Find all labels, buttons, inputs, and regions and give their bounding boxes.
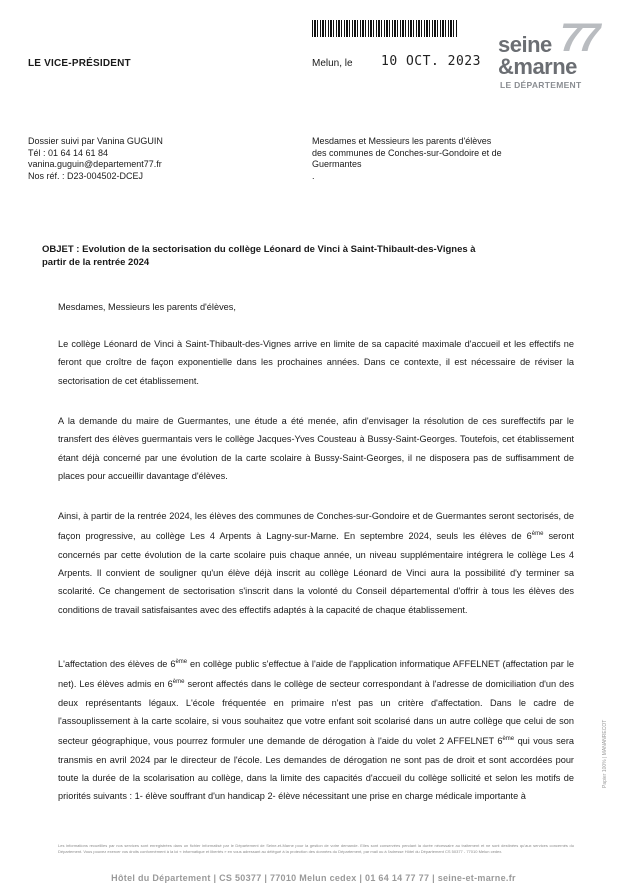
- paragraph-3-text: seront concernés par cette évolution de la carte scolaire puis chaque année, un niveau supplémentaire intégrera le collège Les 4 Arpents. Il convient de souligner qu'un élève déjà inscrit au collège Léonard de Vinci aura la possibilité d'y terminer sa scolarité. Ce changement de sectorisation s'inscrit dans la volonté du Conseil départemental d'offrir à tous les élèves des conditions de travail satisfaisantes avec des effectifs adaptés à la capacité de chaque établissement.: [58, 531, 575, 615]
- paragraph-4: [58, 653, 574, 806]
- superscript-eme: ème: [172, 679, 185, 686]
- recipient-line: des communes de Conches-sur-Gondoire et de: [312, 147, 502, 158]
- paragraph-1: Le collège Léonard de Vinci à Saint-Thibault-des-Vignes arrive en limite de sa capacité maximale d'accueil et les effectifs ne feront que croître de façon exponentielle dans les prochaines années. Dans ce contexte, il est nécessaire de réviser la sectorisation de cet établissement.: [58, 339, 574, 386]
- paper-note: Papier 100% | MANANRECOT: [602, 719, 608, 788]
- salutation: Mesdames, Messieurs les parents d'élèves,: [58, 302, 236, 312]
- paragraph-3-text: Ainsi, à partir de la rentrée 2024, les élèves des communes de Conches-sur-Gondoire et de Guermantes seront sectorisés, de façon progressive, au collège Les 4 Arpents à Lagny-sur-Marne. En septembre 2024, seuls les élèves de 6: [58, 511, 574, 542]
- subject-line-2: partir de la rentrée 2024: [42, 256, 150, 268]
- superscript-eme: ème: [502, 736, 515, 743]
- logo-number: 77: [560, 16, 597, 60]
- paragraph-3: [58, 507, 574, 619]
- barcode: [312, 20, 458, 37]
- superscript-eme: ème: [531, 531, 544, 538]
- sender-title: LE VICE-PRÉSIDENT: [28, 58, 131, 69]
- paragraph-4-text: qui vous sera transmis en avril 2024 par le directeur de l'école. Les demandes de dérogation ne sont pas de droit et sont accordées pour toute la durée de la scolarisation au collège, dans la limite des capacités d'accueil du collège sollicité et selon les motifs de priorités suivants : 1- élève souffrant d'un handicap 2- élève nécessitant une prise en charge médicale importante à: [58, 736, 574, 802]
- subject-line: [42, 244, 582, 269]
- date-stamp: 10 OCT. 2023: [381, 54, 481, 69]
- contact-block: [28, 136, 163, 182]
- logo-line2: &marne: [498, 54, 577, 79]
- recipient-line: Guermantes: [312, 159, 362, 169]
- paragraph-2: A la demande du maire de Guermantes, une étude a été menée, afin d'envisager la résolution de ces sureffectifs par le transfert des élèves guermantais vers le collège Jacques-Yves Cousteau à Bussy-Saint-Georges. Toutefois, cet établissement étant déjà concerné par une évolution de la carte scolaire à Bussy-Saint-Georges, il ne disposera pas de suffisamment de places pour accueillir davantage d'élèves.: [58, 416, 574, 481]
- footer-address: Hôtel du Département | CS 50377 | 77010 Melun cedex | 01 64 14 77 77 | seine-et-marne.fr: [111, 873, 516, 883]
- recipient-line: .: [312, 170, 315, 181]
- contact-email: vanina.guguin@departement77.fr: [28, 159, 162, 169]
- department-logo: [498, 16, 606, 92]
- place-label: Melun, le: [312, 58, 353, 69]
- contact-line: Dossier suivi par Vanina GUGUIN: [28, 136, 163, 146]
- superscript-eme: ème: [175, 659, 188, 665]
- paragraph-4-text: L'affectation des élèves de 6: [58, 659, 176, 670]
- recipient-line: Mesdames et Messieurs les parents d'élèves: [312, 136, 492, 146]
- paragraph-4-text: seront affectés dans le collège de secteur correspondant à l'adresse de domiciliation d'un des deux représentants légaux. L'école fréquentée en primaire n'est pas un critère d'affectation. Dans le cadre de l'assouplissement à la carte scolaire, si vous souhaitez que votre enfant soit scolarisé dans un autre collège que celui de son secteur géographique, vous pourrez formuler une demande de dérogation à l'aide du volet 2 AFFELNET 6: [58, 679, 574, 747]
- subject-line-1: OBJET : Evolution de la sectorisation du collège Léonard de Vinci à Saint-Thibault-des-Vignes à: [42, 244, 476, 255]
- paragraph-4-text: en collège public s'effectue à l'aide de l'application informatique AFFELNET (affectation par le net). Les élèves admis en 6: [58, 659, 574, 690]
- logo-subtitle: LE DÉPARTEMENT: [500, 80, 582, 90]
- legal-notice: Les informations recueillies par nos services sont enregistrées dans un fichier informatisé par le Département de Seine-et-Marne pour la gestion de votre demande. Elles sont conservées pendant la durée nécessaire au traitement et ne sont destinées qu'aux services concernés du Département. Vous pouvez exercer vos droits conformément à la loi « informatique et libertés » en vous adressant au délégué à la protection des données du Département, par mail ou à l'adresse Hôtel du Département CS 50377 - 77010 Melun cedex.: [58, 843, 574, 854]
- contact-phone: Tél : 01 64 14 61 84: [28, 147, 109, 158]
- recipient-block: [312, 136, 552, 182]
- contact-reference: Nos réf. : D23-004502-DCEJ: [28, 170, 144, 181]
- logo-line1: seine: [498, 32, 552, 57]
